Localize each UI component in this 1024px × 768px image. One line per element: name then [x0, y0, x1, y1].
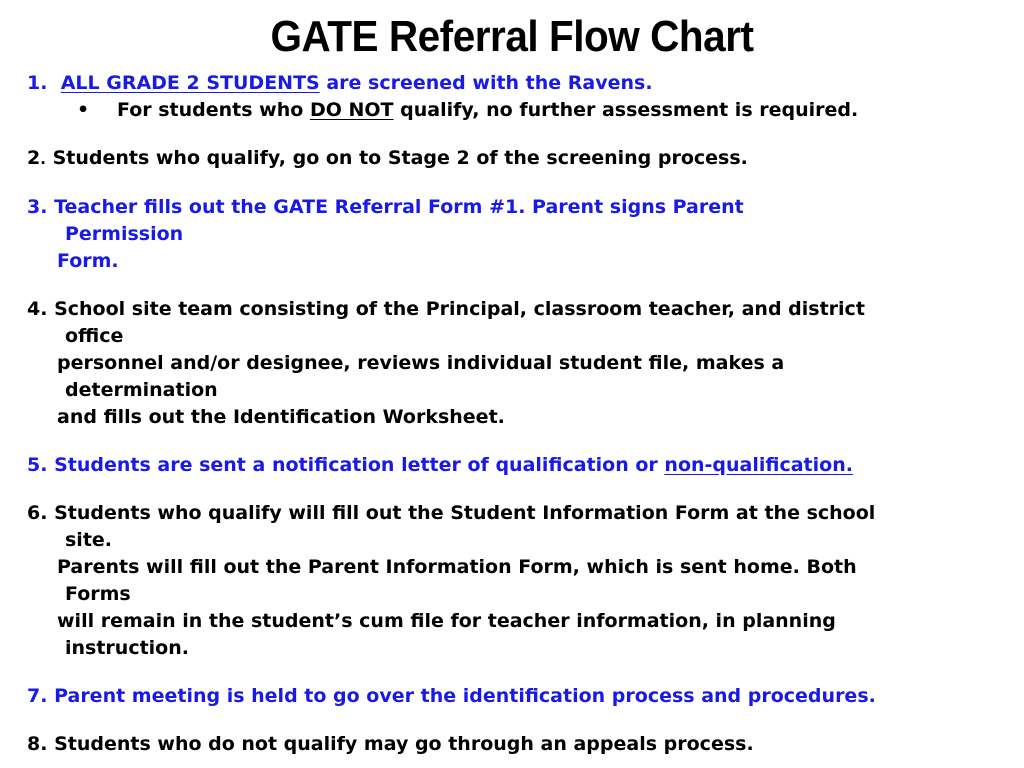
step-7-text: Parent meeting is held to go over the identification process and procedures. — [54, 685, 876, 707]
step-6-line-4: Forms — [65, 583, 131, 605]
step-6-line-1: Students who qualify will fill out the Student Information Form at the school — [54, 502, 876, 524]
step-5 — [27, 452, 1017, 479]
step-3 — [27, 194, 1017, 275]
step-2 — [27, 145, 1017, 173]
step-5-text: Students are sent a notification letter of qualification or — [54, 454, 658, 476]
step-6-number: 6. — [27, 502, 48, 524]
step-7 — [27, 683, 1017, 710]
step-5-number: 5. — [27, 454, 48, 476]
step-6-line-6: instruction. — [65, 637, 189, 659]
step-3-line-2: Permission — [65, 223, 184, 245]
bullet-icon: • — [77, 99, 90, 121]
step-6 — [27, 500, 1017, 662]
step-3-line-3: Form. — [57, 250, 119, 272]
step-4-line-4: determination — [65, 379, 218, 401]
step-1-text: are screened with the Ravens. — [326, 72, 653, 94]
step-1-bullet — [27, 97, 1017, 124]
step-2-dot: . — [40, 150, 46, 168]
step-6-line-2: site. — [65, 529, 113, 551]
step-1-number: 1. — [27, 72, 48, 94]
bullet-text-pre: For students who — [117, 99, 304, 121]
step-6-line-3: Parents will fill out the Parent Information Form, which is sent home. Both — [57, 556, 857, 578]
step-2-text: Students who qualify, go on to Stage 2 of the screening process. — [52, 147, 748, 169]
step-2-number: 2 — [27, 147, 41, 169]
step-4 — [27, 296, 1017, 431]
flow-steps — [27, 70, 1017, 758]
step-7-number: 7. — [27, 685, 48, 707]
non-qualification-link[interactable]: non-qualification. — [664, 454, 853, 476]
step-8-number: 8. — [27, 733, 48, 755]
step-8-text: Students who do not qualify may go through an appeals process. — [54, 733, 754, 755]
step-4-line-3: personnel and/or designee, reviews individual student file, makes a — [57, 352, 785, 374]
step-8 — [27, 731, 1017, 758]
step-1 — [27, 70, 1017, 124]
do-not-text: DO NOT — [309, 99, 394, 121]
page-title: GATE Referral Flow Chart — [270, 12, 754, 61]
step-3-line-1: Teacher fills out the GATE Referral Form #1. Parent signs Parent — [54, 196, 744, 218]
bullet-text-post: qualify, no further assessment is required. — [400, 99, 859, 121]
all-grade-2-students-link[interactable]: ALL GRADE 2 STUDENTS — [60, 72, 320, 94]
step-4-number: 4. — [27, 298, 48, 320]
step-4-line-5: and fills out the Identification Worksheet. — [57, 406, 505, 428]
step-3-number: 3. — [27, 196, 48, 218]
step-6-line-5: will remain in the student’s cum file for teacher information, in planning — [57, 610, 836, 632]
step-4-line-2: office — [65, 325, 124, 347]
step-4-line-1: School site team consisting of the Principal, classroom teacher, and district — [54, 298, 865, 320]
